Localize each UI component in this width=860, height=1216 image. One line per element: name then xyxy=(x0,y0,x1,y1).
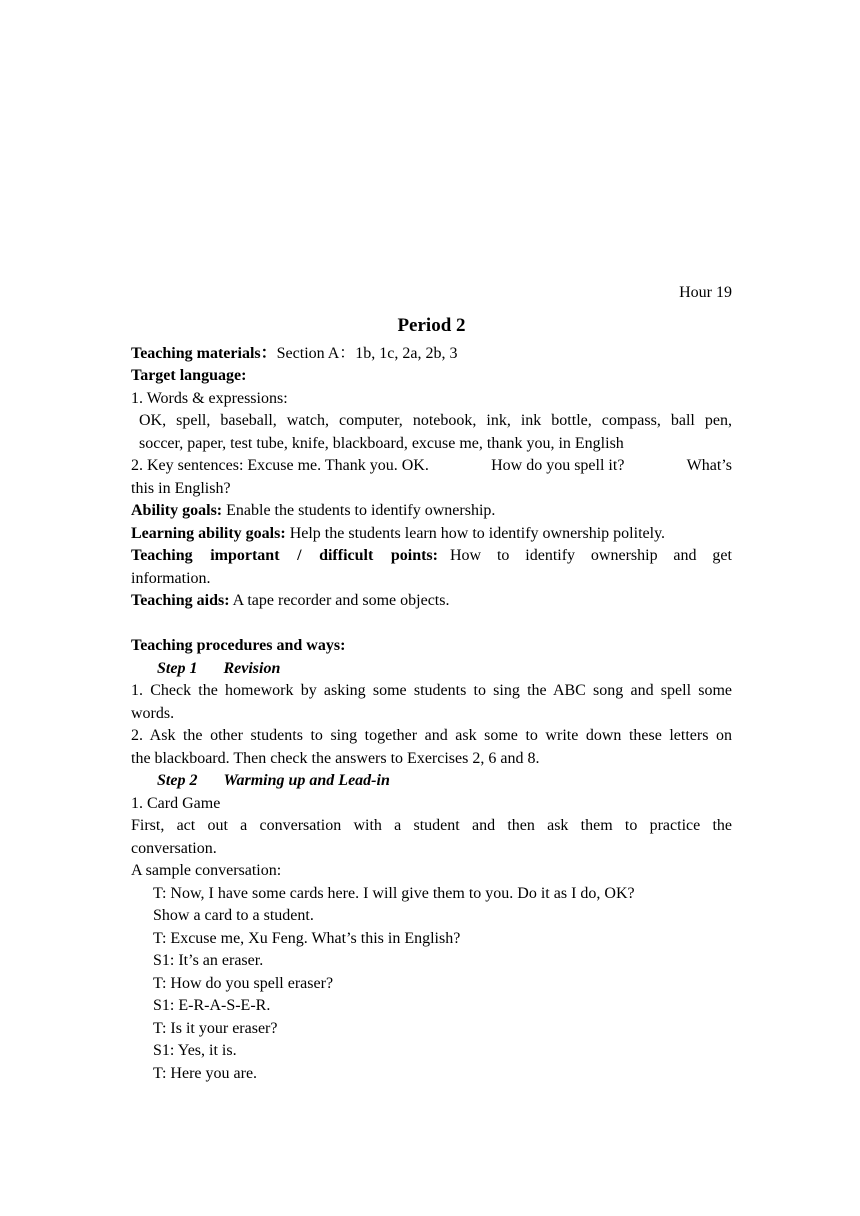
step-1-number: Step 1 xyxy=(157,659,198,677)
document-page xyxy=(131,282,732,1085)
learning-ability-goals xyxy=(131,523,732,546)
points-word-difficult: difficult xyxy=(319,547,374,564)
page-title: Period 2 xyxy=(397,314,466,336)
key-sentences-part-1: 2. Key sentences: Excuse me. Thank you. OK. xyxy=(131,457,429,474)
procedures-label: Teaching procedures and ways: xyxy=(131,637,346,654)
points-word-teaching: Teaching xyxy=(131,547,193,564)
key-sentences xyxy=(131,455,732,478)
points-word-get: get xyxy=(712,547,732,564)
dialogue-line: S1: It’s an eraser. xyxy=(153,952,264,969)
dialogue-line: T: Now, I have some cards here. I will give them to you. Do it as I do, OK? xyxy=(153,884,635,902)
target-label: Target language: xyxy=(131,367,247,384)
points-word-to: to xyxy=(496,547,510,564)
step-1-name: Revision xyxy=(223,659,281,677)
dialogue-line: T: Excuse me, Xu Feng. What’s this in English? xyxy=(153,929,461,947)
aids-label: Teaching aids: xyxy=(131,592,230,609)
key-sentences-line-2: this in English? xyxy=(131,479,231,497)
target-language-heading xyxy=(131,365,732,388)
points-word-points: points: xyxy=(390,547,438,564)
teaching-materials xyxy=(131,343,732,366)
learning-label: Learning ability goals: xyxy=(131,524,286,542)
points-word-slash: / xyxy=(297,547,302,564)
procedures-heading xyxy=(131,635,732,658)
dialogue-line: S1: Yes, it is. xyxy=(153,1042,237,1059)
ability-value: Enable the students to identify ownership. xyxy=(226,502,496,519)
card-game-intro: First, act out a conversation with a student and then ask them to practice the xyxy=(131,817,732,834)
points-value xyxy=(450,545,732,568)
step-1-item-1: 1. Check the homework by asking some students to sing the ABC song and spell some xyxy=(131,682,732,699)
key-sentences-part-3: What’s xyxy=(686,457,732,474)
words-line-2: soccer, paper, test tube, knife, blackboard, excuse me, thank you, in English xyxy=(139,434,624,452)
card-game-intro-cont: conversation. xyxy=(131,839,217,857)
points-word-and: and xyxy=(673,547,697,564)
step-2-name: Warming up and Lead-in xyxy=(223,772,390,789)
blank-line xyxy=(131,613,732,636)
words-heading: 1. Words & expressions: xyxy=(131,389,288,407)
materials-label: Teaching materials： xyxy=(131,344,277,362)
step-1-heading xyxy=(131,658,732,681)
sample-dialogue xyxy=(131,883,732,1086)
hour-label: Hour 19 xyxy=(679,284,732,301)
ability-label: Ability goals: xyxy=(131,502,223,519)
dialogue-line: T: Here you are. xyxy=(153,1064,258,1082)
words-line-1: OK, spell, baseball, watch, computer, notebook, ink, ink bottle, compass, ball pen, xyxy=(139,412,732,429)
dialogue-line: Show a card to a student. xyxy=(153,907,314,924)
points-word-how: How xyxy=(450,547,482,564)
points-word-ownership: ownership xyxy=(590,547,658,564)
dialogue-line: S1: E-R-A-S-E-R. xyxy=(153,997,271,1014)
step-2-heading xyxy=(131,770,732,793)
materials-value: Section A：1b, 1c, 2a, 2b, 3 xyxy=(276,344,458,362)
teaching-points-line-2: information. xyxy=(131,569,211,587)
ability-goals xyxy=(131,500,732,523)
step-1-item-2-cont: the blackboard. Then check the answers to Exercises 2, 6 and 8. xyxy=(131,749,540,767)
teaching-aids xyxy=(131,590,732,613)
key-sentences-part-2: How do you spell it? xyxy=(491,457,625,474)
points-label xyxy=(131,545,438,568)
dialogue-line: T: How do you spell eraser? xyxy=(153,974,334,992)
step-1-item-2: 2. Ask the other students to sing together and ask some to write down these letters on xyxy=(131,727,732,744)
sample-conversation-label: A sample conversation: xyxy=(131,862,282,879)
dialogue-line: T: Is it your eraser? xyxy=(153,1019,278,1037)
aids-value: A tape recorder and some objects. xyxy=(232,592,450,609)
points-word-important: important xyxy=(210,547,280,564)
step-1-item-1-cont: words. xyxy=(131,704,175,722)
points-word-identify: identify xyxy=(525,547,576,564)
teaching-points xyxy=(131,545,732,568)
step-2-number: Step 2 xyxy=(157,772,198,789)
card-game-heading: 1. Card Game xyxy=(131,794,221,812)
learning-value: Help the students learn how to identify ownership politely. xyxy=(289,524,666,542)
